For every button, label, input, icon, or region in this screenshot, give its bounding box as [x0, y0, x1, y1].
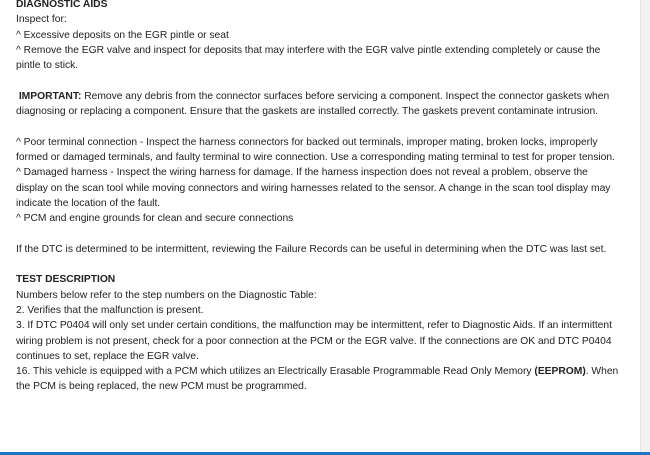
inspect-for-text: Inspect for:: [16, 14, 67, 26]
spacer: [16, 226, 621, 241]
test-description-heading: TEST DESCRIPTION: [16, 274, 116, 286]
bullet-egr-deposits: ^ Excessive deposits on the EGR pintle or seat: [16, 29, 229, 41]
intermittent-note: If the DTC is determined to be intermittent, reviewing the Failure Records can be useful in determining when the DTC was last set.: [16, 243, 607, 255]
important-note: [16, 89, 621, 120]
bullet-damaged-harness: ^ Damaged harness - Inspect the wiring harness for damage. If the harness inspection does not reveal a problem, observe the display on the scan tool while moving connectors and wiring harnesses related to the sensor. A change in the scan tool display may indicate the location of the fault.: [16, 167, 611, 209]
step-16-tail: . When the PCM is being replaced, the new PCM must be programmed.: [16, 366, 619, 393]
step-2: 2. Verifies that the malfunction is present.: [16, 304, 204, 316]
bullet-poor-terminal-connection: ^ Poor terminal connection - Inspect the harness connectors for backed out terminals, improper mating, broken locks, improperly formed or damaged terminals, and faulty terminal to wire connection. Use a corresponding mating terminal to test for proper tension.: [16, 136, 615, 163]
step-16: [16, 364, 621, 395]
important-text: Remove any debris from the connector surfaces before servicing a component. Inspect the connector gaskets when diagnosing or replacing a component. Ensure that the gaskets are installed correctly. The gaskets prevent contaminate intrusion.: [16, 90, 610, 118]
test-description-intro: Numbers below refer to the step numbers on the Diagnostic Table:: [16, 289, 317, 301]
bullet-pcm-grounds: ^ PCM and engine grounds for clean and secure connections: [16, 213, 294, 225]
spacer: [16, 73, 621, 88]
bullet-remove-egr-valve: ^ Remove the EGR valve and inspect for deposits that may interfere with the EGR valve pintle extending completely or cause the pintle to stick.: [16, 44, 601, 72]
document-body: [16, 0, 621, 395]
step-3: 3. If DTC P0404 will only set under certain conditions, the malfunction may be intermittent, refer to Diagnostic Aids. If an intermittent wiring problem is not present, check for a poor connection at the PCM or the EGR valve. If the connections are OK and DTC P0404 continues to set, replace the EGR valve.: [16, 320, 612, 362]
important-label: IMPORTANT:: [18, 90, 82, 102]
diagnostic-aids-heading: DIAGNOSTIC AIDS: [16, 0, 108, 10]
spacer: [16, 257, 621, 272]
step-16-text: 16. This vehicle is equipped with a PCM which utilizes an Electrically Erasable Programmable Read Only Memory: [16, 366, 535, 378]
spacer: [16, 119, 621, 134]
scrollbar-track[interactable]: [640, 0, 650, 452]
eeprom-label: (EEPROM): [534, 366, 586, 378]
